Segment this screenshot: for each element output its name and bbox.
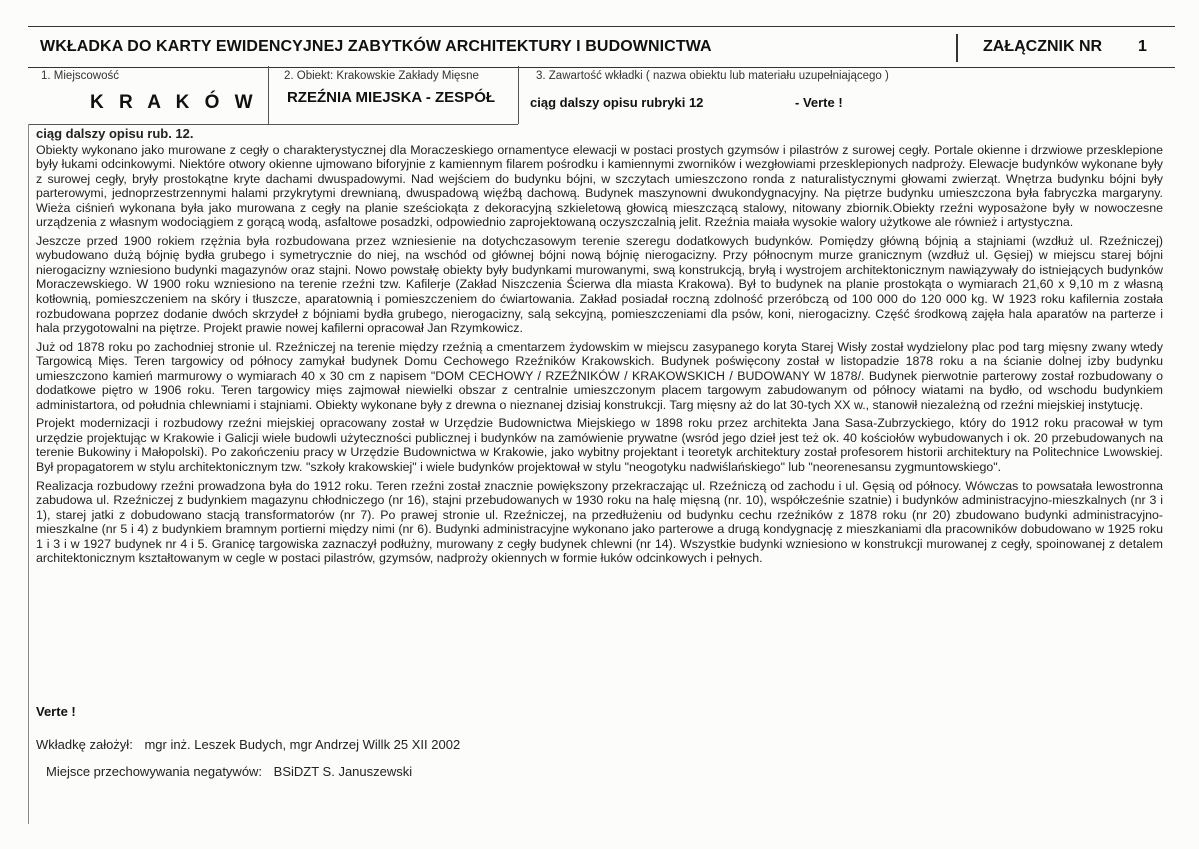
place-value: K R A K Ó W xyxy=(90,92,258,113)
paragraph: Realizacja rozbudowy rzeźni prowadzona była do 1912 roku. Teren rzeźni został znacznie powiększony przekraczając ul. Rzeźniczą od zachodu i ul. Gęsią od północy. Wówczas to powsatała lewostronna zabudowa ul. Rzeźniczej z budynkiem magazynu chłodniczego (nr 16), stajni przebudowanych w 1930 roku na halę mięsną (nr. 10), współcześnie szatnie) i budynków administracyjno-mieszkalnych (nr 3 i 1), starej jatki z dobudowano stacją transformatorów (nr 7). Po prawej stronie ul. Rzeźniczej, na przedłużeniu od budynku cechu rzeźników z 1878 roku (nr 20) zbudowano budynki administracyjno-mieszkalne (nr 5 i 4) z budynkiem bramnym portierni między nimi (nr 6). Budynki administracyjne wykonano jako parterowe a drugą kondygnację z mieszkaniami dla pracowników dobudowano w 1925 roku 1 i 3 i w 1927 budynek nr 4 i 5. Granicę targowiska zaznaczył podłużny, murowany z cegły budynek chlewni (nr 14). Wszystkie budynki wzniesiono w konstrukcji murowanej z cegły, spoinowanej z detalem architektonicznym kształtowanym w cegle w postaci pilastrów, gzymsów, nadproży okiennych w formie łuków odcinkowych i pełnych. xyxy=(36,478,1163,566)
storage-label: Miejsce przechowywania negatywów: xyxy=(46,764,263,779)
content-label: 3. Zawartość wkładki ( nazwa obiektu lub materiału uzupełniającego ) xyxy=(536,70,889,82)
storage-row xyxy=(46,764,412,779)
annex-label: ZAŁĄCZNIK NR xyxy=(983,38,1103,55)
object-value: RZEŹNIA MIEJSKA - ZESPÓŁ xyxy=(286,89,496,106)
author-row xyxy=(36,737,460,752)
object-label: 2. Obiekt: Krakowskie Zakłady Mięsne xyxy=(284,70,479,82)
paragraph: Projekt modernizacji i rozbudowy rzeźni miejskiej opracowany został w Urzędzie Budownictwa Miejskiego w 1898 roku przez architekta Jana Sasa-Zubrzyckiego, który do 1912 roku pracował w tym urzędzie projektując w Krakowie i Galicji wiele budowli użyteczności publicznej i budynków na zamówienie prywatne (wsród jego dzieł jest też ok. 40 kościołów wybudowanych i ok. 20 przebudowanych na terenie Bukowiny i Małopolski). Po zakończeniu pracy w Urzędzie Budownictwa w Krakowie, jako wybitny projektant i teoretyk architektury został profesorem historii architektury na Politechnice Lwowskiej. Był propagatorem w stylu architektonicznym tzw. "szkoły krakowskiej" i wiele budynków projektował w stylu "neogotyku nadwiślańskiego" lub "neorenesansu zygmuntowskiego". xyxy=(36,416,1163,475)
author-label: Wkładkę założył: xyxy=(36,737,133,752)
paragraph: Już od 1878 roku po zachodniej stronie ul. Rzeźniczej na terenie między rzeźnią a cmentarzem żydowskim w miejscu zasypanego koryta Starej Wisły został wydzielony plac pod targ mięsny zwany wtedy Targowicą Mięs. Teren targowicy od północy zamykał budynek Domu Cechowego Rzeźników Krakowskich. Budynek poświęcony został w listopadzie 1878 roku a na ścianie dolnej izby budynku umieszczono kamień marmurowy o wymiarach 40 x 30 cm z napisem "DOM CECHOWY / RZEŹNIKÓW / KRAKOWSKICH / BUDOWANY W 1878/. Budynek pierwotnie parterowy został rozbudowany o dodatkowe piętro w 1906 roku. Teren targowicy mięs zajmował niewielki obszar z centralnie umieszczonym placem targowym zabudowanym od północy wiatami na bydło, od wschodu budynkiem administartora, od południa chlewniami i stajniami. Obiekty wykonane były z drewna o nieznanej dzisiaj konstrukcji. Targ mięsny aż do lat 30-tych XX w., stanowił niezależną od rzeźni miejskiej instytucję. xyxy=(36,339,1163,412)
content-verte: - Verte ! xyxy=(795,95,843,110)
verte-note: Verte ! xyxy=(36,704,76,719)
storage-value: BSiDZT S. Januszewski xyxy=(273,764,413,779)
header-divider xyxy=(956,34,958,62)
form-title: WKŁADKA DO KARTY EWIDENCYJNEJ ZABYTKÓW ARCHITEKTURY I BUDOWNICTWA xyxy=(40,38,712,55)
place-label: 1. Miejscowość xyxy=(41,70,119,82)
paragraph: Jeszcze przed 1900 rokiem rzężnia była rozbudowana przez wzniesienie na dotychczasowym terenie szeregu dodatkowych budynków. Pomiędzy główną bójnią a stajniami (wzdłuż ul. Rzeźniczej) wybudowano dużą bójnię bydła grubego i symetrycznie do niej, na wschód od głównej bójni nową bójnię nierogacizny. Przy północnym murze granicznym (wzdłuż ul. Gęsiej) w miejscu starej bójni nierogacizny wzniesiono budynki magazynów oraz stajni. Nowo powstałę obiekty były budynkami murowanymi, swą konstrukcją, bryłą i wystrojem architektonicznym nawiązywały do istniejących budynków Moraczewskiego. W 1900 roku wzniesiono na terenie rzeźni tzw. Kafilerje (Zakład Niszczenia Ścierwa dla miasta Krakowa). Był to budynek na planie prostokąta o wymiarach 21,60 x 9,10 m z własną kotłownią, pomieszczeniem na skóry i tłuszcze, aparatownią i pomieszczeniem do ćwiartowania. Zakład posiadał roczną zdolność przeróbczą od 100 000 do 120 000 kg. W 1923 roku kafilernia została rozbudowana poprzez dodanie dwóch skrzydeł z bójniami bydła grubego, nierogacizny, salą sekcyjną, pomieszczeniami dla psów, koni, nierogacizny. Część środkową zajęła hala aparatów na parterze i hala przygotowalni na piętrze. Projekt prawie nowej kafilerni opracował Jan Rzymkowicz. xyxy=(36,233,1163,336)
annex-number: 1 xyxy=(1138,38,1147,55)
paragraph: Obiekty wykonano jako murowane z cegły o charakterystycznej dla Moraczeskiego ornamentyce elewacji w postaci prostych gzymsów i pilastrów z surowej cegły. Portale okienne i drzwiowe przesklepione były łukami odcinkowymi. Niektóre otwory okienne ujmowano biforyjnie z kamiennym filarem pośrodku i kamiennymi zworników i wezgłowiami przesklepionych nadproży. Elewacje budynków wykonane były z surowej cegły, bryły prostokątne kryte dachami dwuspadowymi. Nad wejściem do budynku bójni, w szczytach umieszczono ronda z naturalistycznymi głowami zwierząt. Wnętrza budynku bójni były parterowymi, jednoprzestrzennymi halami przykrytymi drewnianą, dwuspadową więźbą dachową. Budynek maszynowni dwukondygnacyjny. Na piętrze budynku umieszczona była fabryczka margaryny. Wieża ciśnień wykonana była jako murowana z cegły na planie sześciokąta z dekoracyjną szkieletową głowicą mieszczącą stalowy, nitowany zbiornik.Obiekty rzeźni wyposażone były w nowoczesne urządzenia z własnym wodociągiem z gorącą wodą, asfaltowe posadzki, odpowiednio zaprojektowaną oczyszczalnią jelit. Rzeźnia maiała wysokie walory użytkowe ale również i artystyczna. xyxy=(36,142,1163,230)
field-divider xyxy=(268,66,269,124)
content-value: ciąg dalszy opisu rubryki 12 xyxy=(530,95,704,110)
description-body xyxy=(36,127,1163,570)
field-divider xyxy=(518,66,519,124)
section-subheading: ciąg dalszy opisu rub. 12. xyxy=(36,126,194,141)
author-value: mgr inż. Leszek Budych, mgr Andrzej Willk 25 XII 2002 xyxy=(144,737,461,752)
